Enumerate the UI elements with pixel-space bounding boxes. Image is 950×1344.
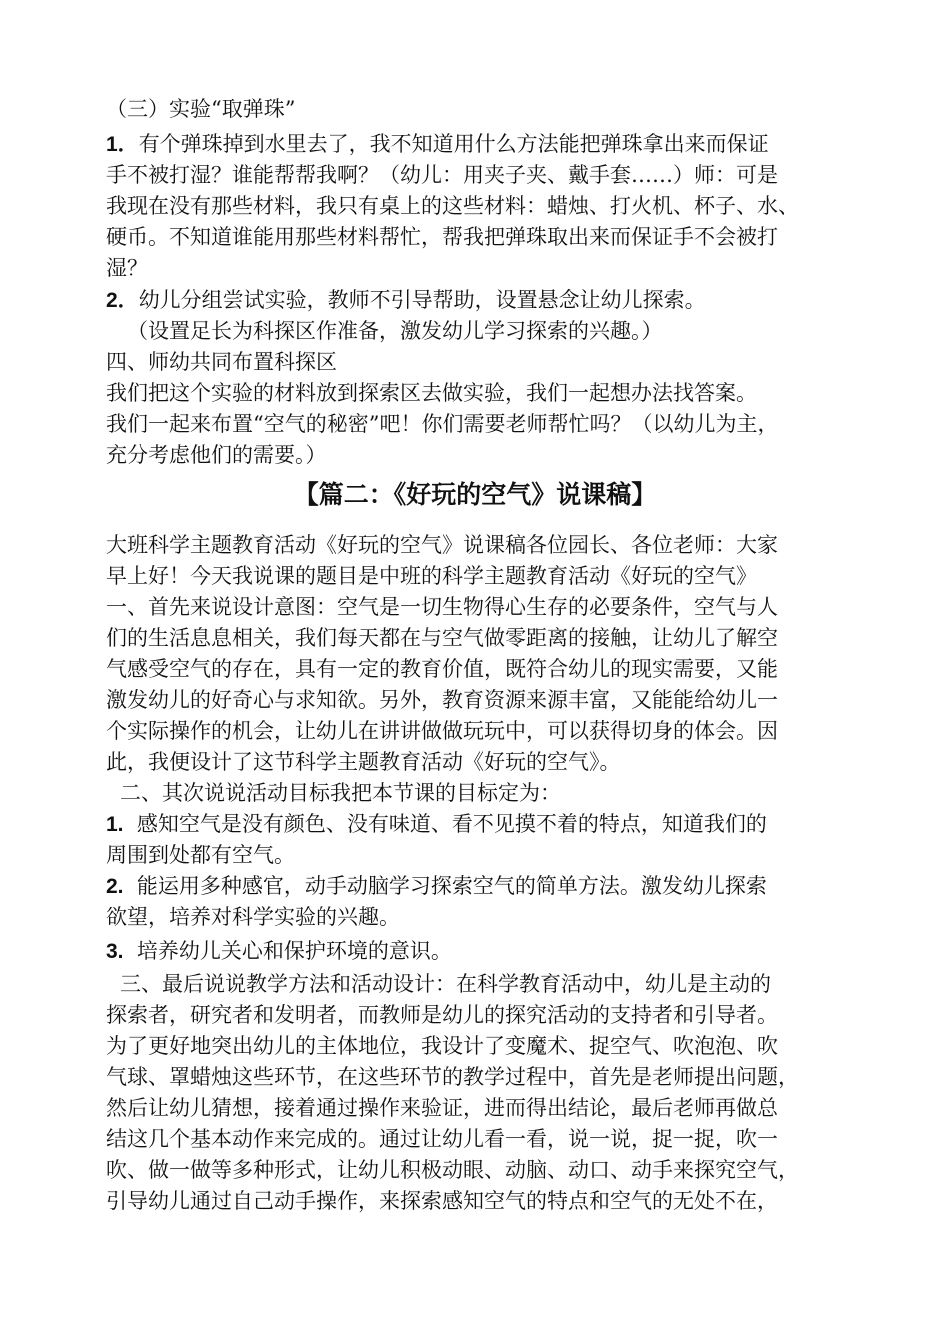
paragraph-text: 欲望，培养对科学实验的兴趣。 (106, 905, 400, 929)
paragraph-text: 激发幼儿的好奇心与求知欲。另外，教育资源来源丰富，又能能给幼儿一 (106, 688, 778, 712)
paragraph-text: 四、师幼共同布置科探区 (106, 350, 337, 374)
paragraph-text: （设置足长为科探区作准备，激发幼儿学习探索的兴趣。） (127, 319, 663, 343)
paragraph-text: 早上好！今天我说课的题目是中班的科学主题教育活动《好玩的空气》 (106, 564, 757, 588)
list-number: 1. (106, 813, 124, 836)
numbered-paragraph (106, 286, 866, 315)
list-number: 1． (106, 133, 139, 156)
paragraph-line (106, 717, 866, 745)
chapter-title: 【篇二：《好玩的空气》说课稿】 (293, 480, 657, 509)
paragraph-text: 为了更好地突出幼儿的主体地位，我设计了变魔术、捉空气、吹泡泡、吹 (106, 1034, 778, 1058)
paragraph-text: 有个弹珠掉到水里去了，我不知道用什么方法能把弹珠拿出来而保证 (138, 132, 769, 156)
paragraph-text: 气球、罩蜡烛这些环节，在这些环节的教学过程中，首先是老师提出问题， (106, 1065, 799, 1089)
numbered-paragraph (106, 810, 866, 839)
paragraph-line (106, 441, 866, 469)
paragraph-text: 一、首先来说设计意图：空气是一切生物得心生存的必要条件，空气与人 (106, 595, 778, 619)
paragraph-text: 引导幼儿通过自己动手操作，来探索感知空气的特点和空气的无处不在， (106, 1189, 778, 1213)
paragraph-line (106, 223, 866, 251)
paragraph-text: 们的生活息息相关，我们每天都在与空气做零距离的接触，让幼儿了解空 (106, 626, 778, 650)
paragraph-line (106, 192, 866, 220)
paragraph-line (106, 593, 866, 621)
section-heading (106, 348, 866, 376)
paragraph-text: 硬币。不知道谁能用那些材料帮忙，帮我把弹珠取出来而保证手不会被打 (106, 225, 778, 249)
paragraph-text: 二、其次说说活动目标我把本节课的目标定为： (120, 781, 561, 805)
paragraph-line (106, 161, 866, 189)
list-number: 3. (106, 940, 124, 963)
paragraph-line (106, 1094, 866, 1122)
paragraph-text: 此，我便设计了这节科学主题教育活动《好玩的空气》。 (106, 750, 621, 774)
paragraph-line (106, 624, 866, 652)
paragraph-text: 培养幼儿关心和保护环境的意识。 (136, 939, 452, 963)
numbered-paragraph (106, 872, 866, 901)
section-heading (120, 779, 880, 807)
section-heading (120, 970, 880, 998)
subsection-heading (106, 95, 866, 123)
paragraph-text: 我现在没有那些材料，我只有桌上的这些材料：蜡烛、打火机、杯子、水、 (106, 194, 799, 218)
list-number: 2． (106, 289, 139, 312)
paragraph-line (106, 903, 866, 931)
paragraph-line (106, 1125, 866, 1153)
paragraph-line (106, 841, 866, 869)
numbered-paragraph (106, 130, 866, 159)
paragraph-text: 周围到处都有空气。 (106, 843, 295, 867)
paragraph-line (106, 655, 866, 683)
paragraph-line (106, 379, 866, 407)
paragraph-line (127, 317, 887, 345)
paragraph-text: （三）实验“取弹珠” (106, 97, 296, 121)
paragraph-line (106, 1187, 866, 1215)
paragraph-line (106, 531, 866, 559)
paragraph-text: 气感受空气的存在，具有一定的教育价值，既符合幼儿的现实需要，又能 (106, 657, 778, 681)
paragraph-line (106, 686, 866, 714)
paragraph-line (106, 1156, 866, 1184)
paragraph-text: 我们把这个实验的材料放到探索区去做实验，我们一起想办法找答案。 (106, 381, 757, 405)
paragraph-text: 充分考虑他们的需要。） (106, 443, 327, 467)
paragraph-text: 三、最后说说教学方法和活动设计：在科学教育活动中，幼儿是主动的 (120, 972, 771, 996)
paragraph-text: 手不被打湿？谁能帮帮我啊？（幼儿：用夹子夹、戴手套……）师：可是 (106, 163, 778, 187)
paragraph-line (106, 254, 866, 282)
paragraph-text: 幼儿分组尝试实验，教师不引导帮助，设置悬念让幼儿探索。 (138, 288, 706, 312)
paragraph-text: 感知空气是没有颜色、没有味道、看不见摸不着的特点，知道我们的 (136, 812, 767, 836)
paragraph-text: 我们一起来布置“空气的秘密”吧！你们需要老师帮忙吗？（以幼儿为主， (106, 412, 779, 436)
paragraph-text: 个实际操作的机会，让幼儿在讲讲做做玩玩中，可以获得切身的体会。因 (106, 719, 778, 743)
paragraph-line (106, 748, 866, 776)
paragraph-line (106, 1032, 866, 1060)
paragraph-text: 吹、做一做等多种形式，让幼儿积极动眼、动脑、动口、动手来探究空气， (106, 1158, 799, 1182)
paragraph-line (106, 562, 866, 590)
paragraph-text: 湿？ (106, 256, 148, 280)
paragraph-text: 然后让幼儿猜想，接着通过操作来验证，进而得出结论，最后老师再做总 (106, 1096, 778, 1120)
paragraph-line (106, 410, 866, 438)
paragraph-text: 结这几个基本动作来完成的。通过让幼儿看一看，说一说，捉一捉，吹一 (106, 1127, 778, 1151)
paragraph-line (106, 1001, 866, 1029)
paragraph-text: 大班科学主题教育活动《好玩的空气》说课稿各位园长、各位老师：大家 (106, 533, 778, 557)
paragraph-line (106, 1063, 866, 1091)
numbered-paragraph (106, 937, 866, 966)
list-number: 2. (106, 875, 124, 898)
paragraph-text: 能运用多种感官，动手动脑学习探索空气的简单方法。激发幼儿探索 (136, 874, 767, 898)
paragraph-text: 探索者，研究者和发明者，而教师是幼儿的探究活动的支持者和引导者。 (106, 1003, 778, 1027)
